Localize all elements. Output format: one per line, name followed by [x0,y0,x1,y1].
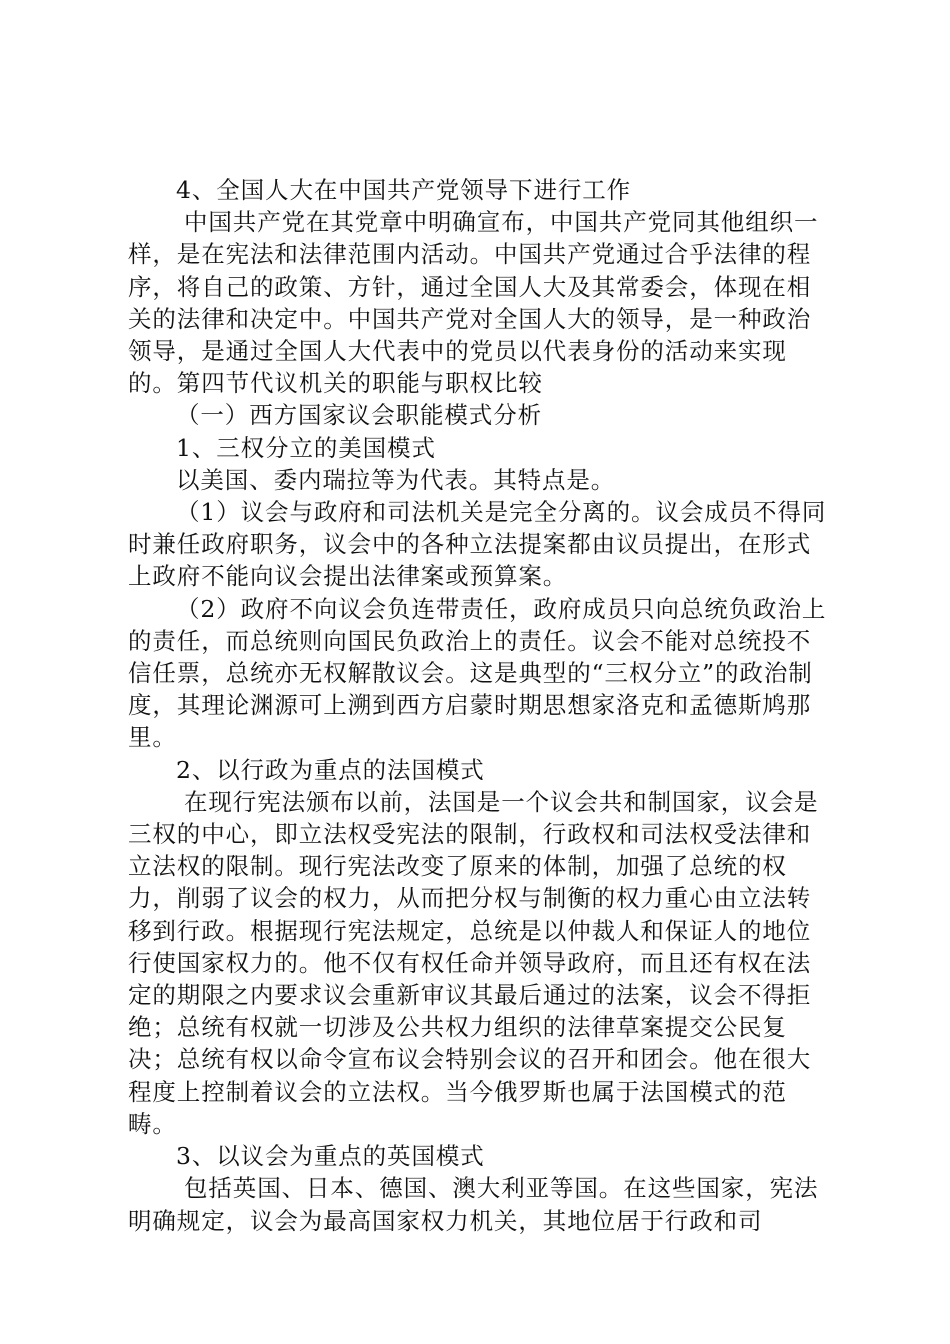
body-paragraph: 以美国、委内瑞拉等为代表。其特点是。 [176,465,616,494]
list-paragraph: （2）政府不向议会负连带责任，政府成员只向总统负政治上的责任，而总统则向国民负政治上的责任。议会不能对总统投不信任票，总统亦无权解散议会。这是典型的“三权分立”的政治制度，其理论渊源可上溯到西方启蒙时期思想家洛克和孟德斯鸠那里。 [128,594,827,752]
subsection-heading: 3、以议会为重点的英国模式 [176,1142,485,1171]
body-paragraph: 在现行宪法颁布以前，法国是一个议会共和制国家，议会是三权的中心，即立法权受宪法的限制，行政权和司法权受法律和立法权的限制。现行宪法改变了原来的体制，加强了总统的权力，削弱了议会的权力，从而把分权与制衡的权力重心由立法转移到行政。根据现行宪法规定，总统是以仲裁人和保证人的地位行使国家权力的。他不仅有权任命并领导政府，而且还有权在法定的期限之内要求议会重新审议其最后通过的法案，议会不得拒绝；总统有权就一切涉及公共权力组织的法律草案提交公民复决；总统有权以命令宣布议会特别会议的召开和团会。他在很大程度上控制着议会的立法权。当今俄罗斯也属于法国模式的范畴。 [128,787,819,1138]
section-heading: （一）西方国家议会职能模式分析 [176,401,542,430]
body-paragraph: 包括英国、日本、德国、澳大利亚等国。在这些国家，宪法明确规定，议会为最高国家权力机关，其地位居于行政和司 [128,1174,819,1235]
document-body [128,174,832,1237]
subsection-heading: 1、三权分立的美国模式 [176,433,436,462]
subsection-heading: 2、以行政为重点的法国模式 [176,755,485,784]
list-paragraph: （1）议会与政府和司法机关是完全分离的。议会成员不得同时兼任政府职务，议会中的各种立法提案都由议员提出，在形式上政府不能向议会提出法律案或预算案。 [128,498,827,591]
section-heading: 4、全国人大在中国共产党领导下进行工作 [176,176,632,204]
body-paragraph: 中国共产党在其党章中明确宣布，中国共产党同其他组织一样，是在宪法和法律范围内活动。中国共产党通过合乎法律的程序，将自己的政策、方针，通过全国人大及其常委会，体现在相关的法律和决定中。中国共产党对全国人大的领导，是一种政治领导，是通过全国人大代表中的党员以代表身份的活动来实现的。第四节代议机关的职能与职权比较 [128,208,819,398]
